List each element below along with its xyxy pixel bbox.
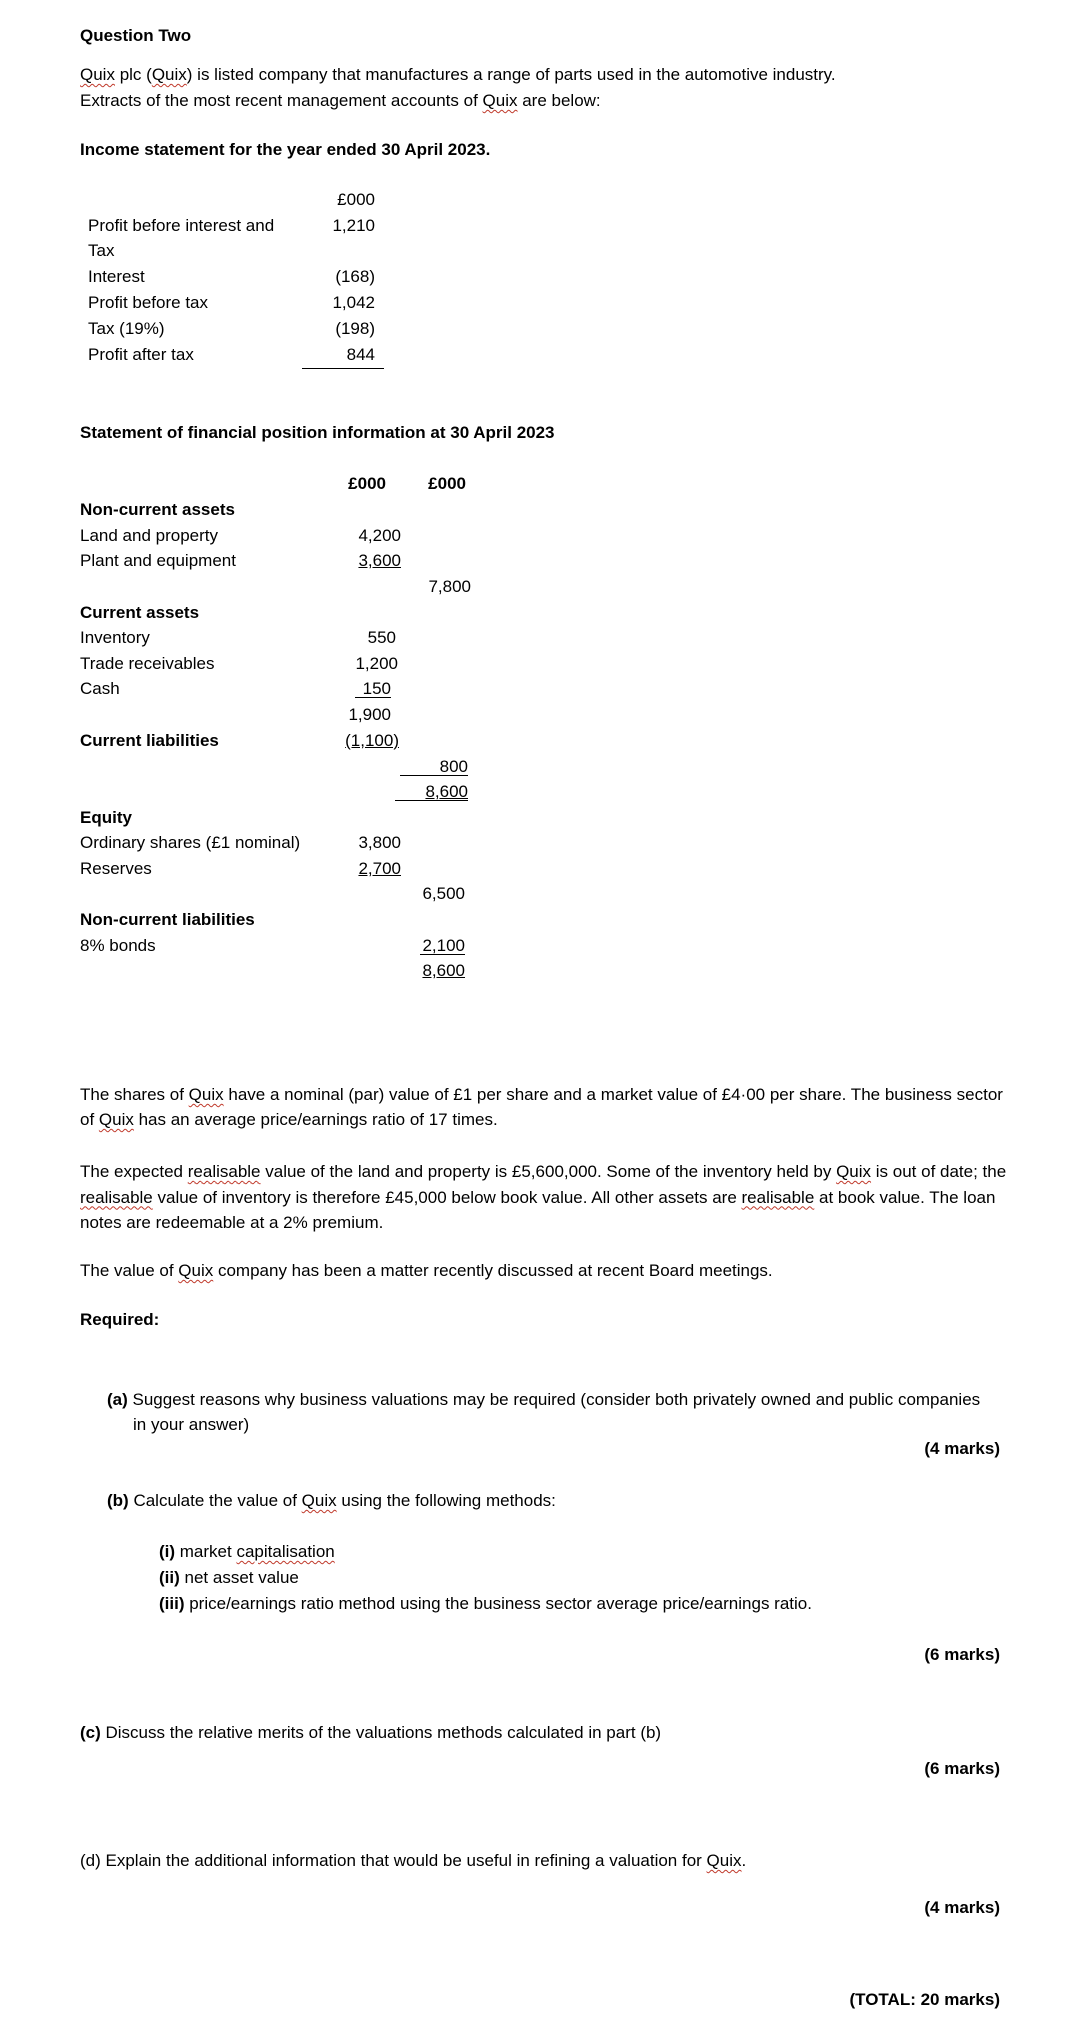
plant-value: 3,600 <box>358 551 401 570</box>
part-c-marks: (6 marks) <box>924 1759 1000 1778</box>
question-heading: Question Two <box>80 26 192 45</box>
nca-total: 7,800 <box>428 577 471 596</box>
net-ca-value: 800 <box>439 757 468 776</box>
part-d-question: (d) Explain the additional information that would be useful in refining a valuation for Quix. <box>80 1851 747 1870</box>
inventory-label: Inventory <box>80 628 150 647</box>
income-row-label: Profit before interest and <box>88 216 275 235</box>
inventory-value: 550 <box>367 628 396 647</box>
sofp-title: Statement of financial position information at 30 April 2023 <box>80 423 555 442</box>
bonds-label: 8% bonds <box>80 936 156 955</box>
required-heading: Required: <box>80 1310 160 1329</box>
ca-heading: Current assets <box>80 603 200 622</box>
part-b-i: (i) market capitalisation <box>159 1542 335 1561</box>
part-b-ii: (ii) net asset value <box>159 1568 299 1587</box>
reserves-label: Reserves <box>80 859 152 878</box>
shares-value: 3,800 <box>358 833 401 852</box>
income-unit-header: £000 <box>337 190 375 209</box>
income-row-value: (168) <box>335 267 375 286</box>
equity-total: 6,500 <box>422 884 465 903</box>
sofp-col2-header: £000 <box>428 474 466 493</box>
part-b-marks: (6 marks) <box>924 1645 1000 1664</box>
land-value: 4,200 <box>358 526 401 545</box>
part-a-question: (a) Suggest reasons why business valuations may be required (consider both privately owned and public companies in your answer) <box>107 1390 981 1434</box>
shares-label: Ordinary shares (£1 nominal) <box>80 833 301 852</box>
income-row-value: 844 <box>346 345 375 364</box>
cash-label: Cash <box>80 679 120 698</box>
sofp-col1-header: £000 <box>348 474 386 493</box>
bonds-value: 2,100 <box>422 936 465 955</box>
income-row-label: Tax <box>88 241 115 260</box>
intro-line-2: Extracts of the most recent management accounts of Quix are below: <box>80 91 601 110</box>
ca-total: 1,900 <box>348 705 391 724</box>
income-row-label: Profit before tax <box>88 293 209 312</box>
income-row-value: 1,210 <box>332 216 375 235</box>
reserves-value: 2,700 <box>358 859 401 878</box>
cl-value: (1,100) <box>345 731 399 750</box>
income-row-label: Tax (19%) <box>88 319 165 338</box>
income-row-value: (198) <box>335 319 375 338</box>
shares-paragraph: The shares of Quix have a nominal (par) value of £1 per share and a market value of £4·00 per share. The business sector of Quix has an average price/earnings ratio of 17 times. <box>80 1085 1003 1129</box>
income-row-value: 1,042 <box>332 293 375 312</box>
receivables-label: Trade receivables <box>80 654 215 673</box>
cash-value: 150 <box>362 679 391 698</box>
ncl-heading: Non-current liabilities <box>80 910 255 929</box>
nca-heading: Non-current assets <box>80 500 235 519</box>
board-paragraph: The value of Quix company has been a matter recently discussed at recent Board meetings. <box>80 1261 773 1280</box>
land-label: Land and property <box>80 526 218 545</box>
part-d-marks: (4 marks) <box>924 1898 1000 1917</box>
part-a-marks: (4 marks) <box>924 1439 1000 1458</box>
part-b-question: (b) Calculate the value of Quix using the following methods: <box>107 1491 556 1510</box>
total-marks: (TOTAL: 20 marks) <box>849 1990 1000 2009</box>
equity-heading: Equity <box>80 808 132 827</box>
receivables-value: 1,200 <box>355 654 398 673</box>
income-statement-title: Income statement for the year ended 30 April 2023. <box>80 140 491 159</box>
intro-line-1: Quix plc (Quix) is listed company that manufactures a range of parts used in the automotive industry. <box>80 65 836 84</box>
plant-label: Plant and equipment <box>80 551 236 570</box>
total-finance-value: 8,600 <box>422 961 465 980</box>
part-c-question: (c) Discuss the relative merits of the valuations methods calculated in part (b) <box>80 1723 662 1742</box>
total-assets-value: 8,600 <box>425 782 468 801</box>
income-total-rule <box>302 368 384 369</box>
income-row-label: Interest <box>88 267 145 286</box>
income-row-label: Profit after tax <box>88 345 194 364</box>
cl-heading: Current liabilities <box>80 731 219 750</box>
part-b-iii: (iii) price/earnings ratio method using the business sector average price/earnings ratio. <box>159 1594 812 1613</box>
realisable-paragraph: The expected realisable value of the land and property is £5,600,000. Some of the inventory held by Quix is out of date; the realisable value of inventory is therefore £45,000 below book value. All other assets are realisable at book value. The loan notes are redeemable at a 2% premium. <box>80 1162 1007 1232</box>
